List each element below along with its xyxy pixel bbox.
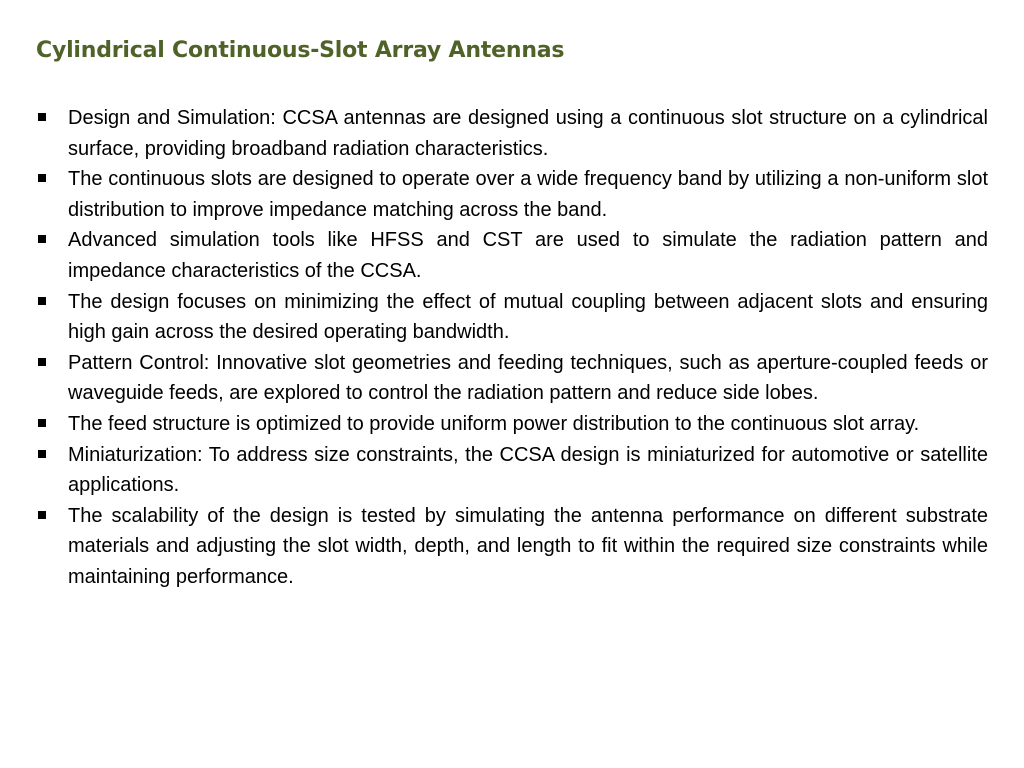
bullet-item	[36, 348, 988, 409]
square-bullet-icon	[38, 450, 46, 458]
bullet-text: Design and Simulation: CCSA antennas are designed using a continuous slot structure on a cylindrical surface, providing broadband radiation characteristics.	[68, 107, 988, 160]
square-bullet-icon	[38, 235, 46, 243]
square-bullet-icon	[38, 358, 46, 366]
bullet-text: Pattern Control: Innovative slot geometries and feeding techniques, such as aperture-coupled feeds or waveguide feeds, are explored to control the radiation pattern and reduce side lobes.	[68, 351, 988, 405]
bullet-text: Miniaturization: To address size constraints, the CCSA design is miniaturized for automotive or satellite applications.	[68, 443, 988, 497]
bullet-item	[36, 287, 988, 348]
bullet-item	[36, 440, 988, 501]
bullet-item	[36, 103, 988, 164]
bullet-item	[36, 164, 988, 225]
square-bullet-icon	[38, 113, 46, 121]
bullet-item	[36, 501, 988, 593]
square-bullet-icon	[38, 297, 46, 305]
bullet-text: The scalability of the design is tested by simulating the antenna performance on different substrate materials and adjusting the slot width, depth, and length to fit within the required size constraints while maintaining performance.	[68, 504, 988, 588]
bullet-list	[36, 103, 988, 593]
square-bullet-icon	[38, 511, 46, 519]
bullet-text: The continuous slots are designed to operate over a wide frequency band by utilizing a non-uniform slot distribution to improve impedance matching across the band.	[68, 168, 988, 221]
bullet-text: The feed structure is optimized to provide uniform power distribution to the continuous slot array.	[68, 412, 920, 435]
square-bullet-icon	[38, 419, 46, 427]
bullet-text: Advanced simulation tools like HFSS and CST are used to simulate the radiation pattern and impedance characteristics of the CCSA.	[68, 229, 988, 282]
bullet-item	[36, 409, 988, 440]
slide-title: Cylindrical Continuous-Slot Array Antennas	[36, 38, 565, 63]
bullet-item	[36, 225, 988, 286]
bullet-text: The design focuses on minimizing the effect of mutual coupling between adjacent slots and ensuring high gain across the desired operating bandwidth.	[68, 290, 988, 344]
square-bullet-icon	[38, 174, 46, 182]
